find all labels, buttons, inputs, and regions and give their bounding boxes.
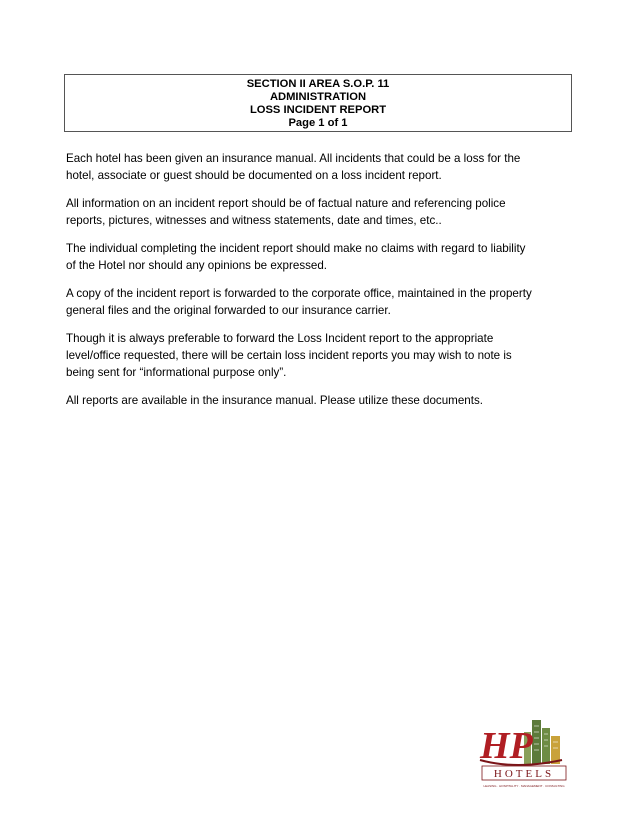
logo-tagline: LEASING · HOSPITALITY · MANAGEMENT · CONSULTING <box>483 784 565 788</box>
paragraph-no-claims: The individual completing the incident report should make no claims with regard to liability of the Hotel nor should any opinions be expressed. <box>66 242 526 272</box>
paragraph-informational-purpose: Though it is always preferable to forward the Loss Incident report to the appropriate level/office requested, there will be certain loss incident reports you may wish to note is being sent for “informational purpose only”. <box>66 332 512 379</box>
page-number: Page 1 of 1 <box>288 117 348 129</box>
paragraph-copy-forwarding: A copy of the incident report is forwarded to the corporate office, maintained in the property general files and the original forwarded to our insurance carrier. <box>66 287 532 317</box>
hp-hotels-logo <box>476 714 572 794</box>
section-title: SECTION II AREA S.O.P. 11 <box>246 78 390 90</box>
document-body <box>66 150 536 420</box>
department-title: ADMINISTRATION <box>269 91 367 103</box>
hp-hotels-logo-graphic <box>476 714 572 794</box>
paragraph-factual-information: All information on an incident report should be of factual nature and referencing police reports, pictures, witnesses and witness statements, date and times, etc.. <box>66 197 506 227</box>
paragraph-reports-available: All reports are available in the insurance manual. Please utilize these documents. <box>66 394 483 407</box>
logo-name: HOTELS <box>493 768 555 780</box>
logo-building-tall <box>532 720 541 764</box>
logo-initials: HP <box>480 725 533 767</box>
report-title: LOSS INCIDENT REPORT <box>249 104 387 116</box>
paragraph-insurance-manual: Each hotel has been given an insurance manual. All incidents that could be a loss for the hotel, associate or guest should be documented on a loss incident report. <box>66 152 521 182</box>
document-header-box <box>64 74 572 132</box>
